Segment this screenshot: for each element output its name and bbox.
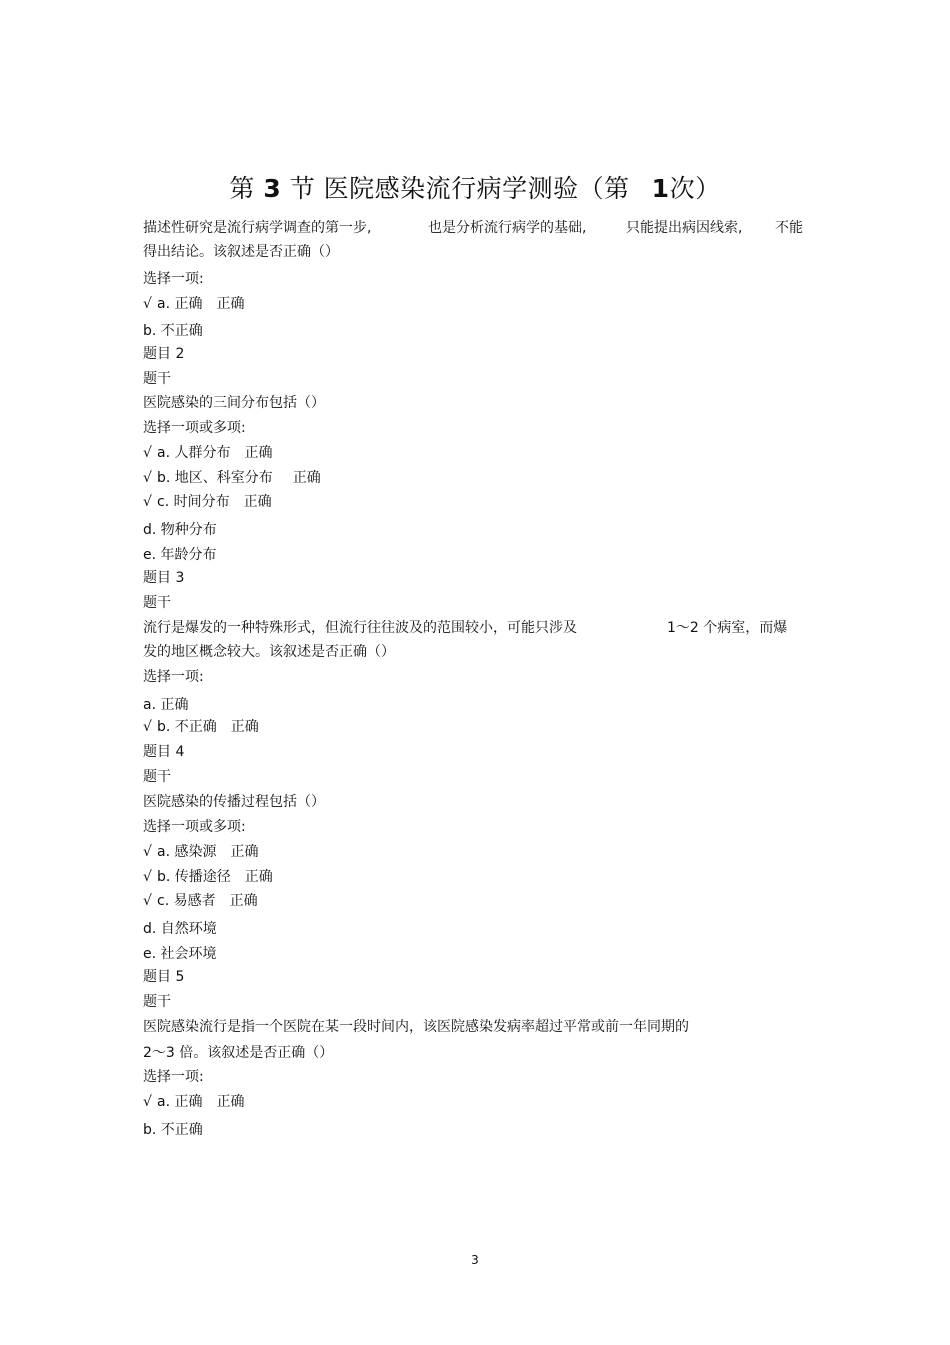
q3-prompt: 选择一项: xyxy=(143,669,204,685)
checkmark-icon: √ xyxy=(143,494,152,510)
q1-stem-part-c: 只能提出病因线索, xyxy=(626,220,743,236)
q2-stem-label: 题干 xyxy=(143,371,171,387)
q1-prompt: 选择一项: xyxy=(143,271,204,287)
title-part-3: 次） xyxy=(669,174,721,203)
q1-option-b-label: b. 不正确 xyxy=(143,323,203,339)
q2-option-e: e. 年龄分布 xyxy=(143,547,217,563)
q4-option-d: d. 自然环境 xyxy=(143,921,217,937)
q4-option-c-result: 正确 xyxy=(229,893,258,909)
page-number: 3 xyxy=(471,1253,479,1267)
q2-option-c-result: 正确 xyxy=(243,494,272,510)
q4-prompt: 选择一项或多项: xyxy=(143,819,246,835)
q1-stem-line-2: 得出结论。该叙述是否正确（） xyxy=(143,244,339,260)
q1-option-a-result: 正确 xyxy=(216,296,245,312)
title-part-1: 第 xyxy=(229,174,255,203)
q5-stem-line-1: 医院感染流行是指一个医院在某一段时间内，该医院感染发病率超过平常或前一年同期的 xyxy=(143,1019,689,1035)
title-attempt-number: 1 xyxy=(651,174,670,203)
q5-option-a xyxy=(143,1092,244,1112)
q5-option-a-result: 正确 xyxy=(216,1094,245,1110)
q1-stem-part-d: 不能 xyxy=(775,220,803,236)
q5-stem-label: 题干 xyxy=(143,994,171,1010)
q2-stem: 医院感染的三间分布包括（） xyxy=(143,395,325,411)
q3-number: 题目 3 xyxy=(143,570,185,586)
q5-number: 题目 5 xyxy=(143,969,185,985)
q4-option-a-label: a. 感染源 xyxy=(157,844,217,860)
checkmark-icon: √ xyxy=(143,470,152,486)
q4-option-b-label: b. 传播途径 xyxy=(157,869,231,885)
q1-stem-part-a: 描述性研究是流行病学调查的第一步, xyxy=(143,220,372,236)
q4-number: 题目 4 xyxy=(143,744,185,760)
q2-option-c xyxy=(143,492,272,512)
q5-prompt: 选择一项: xyxy=(143,1069,204,1085)
checkmark-icon: √ xyxy=(143,719,152,735)
q1-stem-part-b: 也是分析流行病学的基础, xyxy=(428,220,587,236)
q3-option-b xyxy=(143,717,259,737)
q3-stem-line-2: 发的地区概念较大。该叙述是否正确（） xyxy=(143,644,395,660)
checkmark-icon: √ xyxy=(143,445,152,461)
q5-stem-line-2: 2～3 倍。该叙述是否正确（） xyxy=(143,1045,334,1061)
q1-option-b xyxy=(143,321,203,341)
q4-option-e: e. 社会环境 xyxy=(143,946,217,962)
q1-option-a-label: a. 正确 xyxy=(157,296,203,312)
q2-number: 题目 2 xyxy=(143,346,185,362)
title-part-2: 节 医院感染流行病学测验（第 xyxy=(289,174,630,203)
checkmark-icon: √ xyxy=(143,844,152,860)
q3-stem-label: 题干 xyxy=(143,595,171,611)
q4-option-a-result: 正确 xyxy=(230,844,259,860)
title-section-number: 3 xyxy=(263,174,282,203)
q2-option-a xyxy=(143,443,272,463)
q3-stem-part-b: 1～2 个病室，而爆 xyxy=(667,620,788,636)
checkmark-icon: √ xyxy=(143,296,152,312)
q4-option-b-result: 正确 xyxy=(244,869,273,885)
q4-option-c xyxy=(143,891,258,911)
checkmark-icon: √ xyxy=(143,1094,152,1110)
checkmark-icon: √ xyxy=(143,893,152,909)
q2-option-b-result: 正确 xyxy=(292,470,321,486)
q5-option-b: b. 不正确 xyxy=(143,1122,203,1138)
q2-option-b xyxy=(143,468,321,488)
q3-option-b-label: b. 不正确 xyxy=(157,719,217,735)
q3-option-a: a. 正确 xyxy=(143,697,189,713)
q4-option-a xyxy=(143,842,258,862)
q4-stem-label: 题干 xyxy=(143,769,171,785)
q4-option-c-label: c. 易感者 xyxy=(157,893,216,909)
q4-option-b xyxy=(143,867,273,887)
q2-option-a-result: 正确 xyxy=(244,445,273,461)
q4-stem: 医院感染的传播过程包括（） xyxy=(143,794,325,810)
q2-option-b-label: b. 地区、科室分布 xyxy=(157,470,273,486)
q2-prompt: 选择一项或多项: xyxy=(143,420,246,436)
checkmark-icon: √ xyxy=(143,869,152,885)
page-title xyxy=(0,172,950,206)
q3-option-b-result: 正确 xyxy=(230,719,259,735)
q1-option-a xyxy=(143,294,244,314)
q5-option-a-label: a. 正确 xyxy=(157,1094,203,1110)
q2-option-d: d. 物种分布 xyxy=(143,522,217,538)
q3-stem-part-a: 流行是爆发的一种特殊形式，但流行往往波及的范围较小，可能只涉及 xyxy=(143,620,577,636)
q2-option-c-label: c. 时间分布 xyxy=(157,494,230,510)
q2-option-a-label: a. 人群分布 xyxy=(157,445,231,461)
